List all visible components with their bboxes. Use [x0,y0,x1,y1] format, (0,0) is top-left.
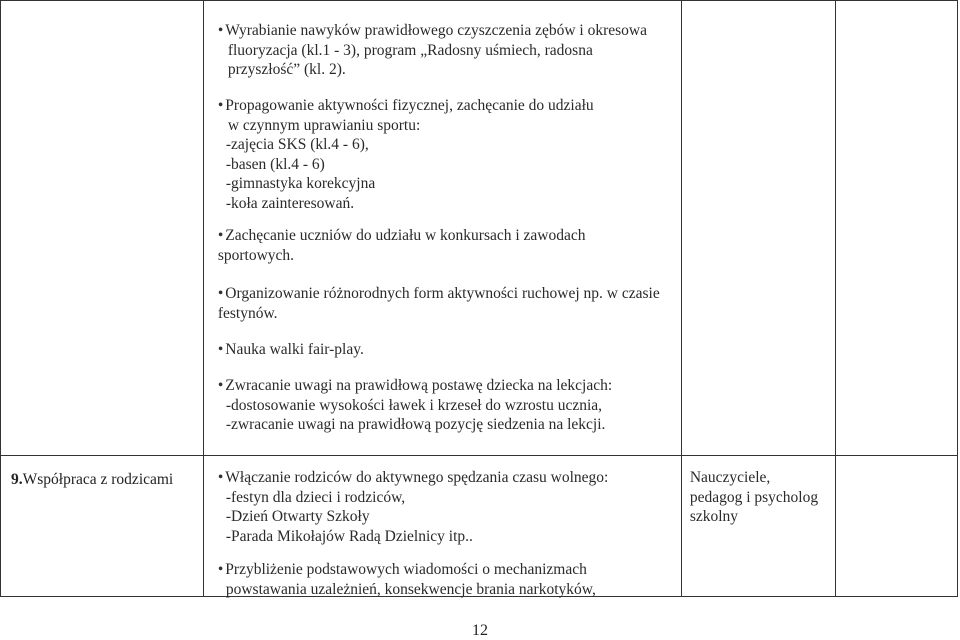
bullet-icon: • [217,97,224,114]
task-item [218,226,678,265]
task-item [218,468,678,546]
task-item [218,376,678,435]
bullet-icon: • [217,227,224,244]
bullet-icon: • [217,469,224,486]
task-text: Wyrabianie nawyków prawidłowego czyszczenia zębów i okresowa [225,22,647,39]
responsible-line: Nauczyciele, [689,469,771,486]
task-text: powstawania uzależnień, konsekwencje brania narkotyków, [225,580,596,598]
task-text: festynów. [217,304,278,322]
task-text: Propagowanie aktywności fizycznej, zachęcanie do udziału [225,97,594,114]
task-text: sportowych. [217,246,295,264]
task-text: Nauka walki fair-play. [225,341,364,358]
task-item [218,96,678,213]
table-row [1,1,958,456]
task-item [218,284,678,323]
section-cell [1,456,204,597]
task-text: -zajęcia SKS (kl.4 - 6), [225,136,369,153]
task-item [218,560,678,599]
task-text: -Dzień Otwarty Szkoły [225,508,370,525]
task-text: Włączanie rodziców do aktywnego spędzania czasu wolnego: [225,469,609,486]
task-text: -Parada Mikołajów Radą Dzielnicy itp.. [225,527,473,545]
notes-cell [836,456,958,597]
task-text: Zachęcanie uczniów do udziału w konkursach i zawodach [225,227,586,244]
responsible-cell [681,1,836,456]
page-number: 12 [472,622,488,639]
task-text: -gimnastyka korekcyjna [225,175,376,192]
task-text: -koła zainteresowań. [225,194,355,212]
section-title [11,470,173,490]
responsible-line: szkolny [689,508,739,525]
responsible-cell [681,456,836,597]
task-text: -basen (kl.4 - 6) [225,155,325,173]
tasks-cell [203,1,681,456]
responsible-persons [690,468,818,527]
task-text: -dostosowanie wysokości ławek i krzeseł do wzrostu ucznia, [225,396,603,414]
task-text: Organizowanie różnorodnych form aktywności ruchowej np. w czasie [225,285,660,302]
task-text: Zwracanie uwagi na prawidłową postawę dziecka na lekcjach: [225,377,613,394]
task-text: w czynnym uprawianiu sportu: [227,116,421,134]
tasks-cell [203,456,681,597]
task-text: -zwracanie uwagi na prawidłową pozycję siedzenia na lekcji. [225,416,606,433]
table-row [1,456,958,597]
task-item [218,21,678,80]
section-number: 9. [11,471,23,488]
task-text: Przybliżenie podstawowych wiadomości o mechanizmach [225,561,587,578]
task-text: -festyn dla dzieci i rodziców, [225,488,406,506]
bullet-icon: • [217,341,224,358]
section-title-text: Współpraca z rodzicami [22,471,174,488]
bullet-icon: • [217,377,224,394]
task-text: przyszłość” (kl. 2). [227,61,346,78]
bullet-icon: • [217,22,224,39]
section-cell [1,1,204,456]
task-text: fluoryzacja (kl.1 - 3), program „Radosny uśmiech, radosna [227,41,593,59]
notes-cell [836,1,958,456]
bullet-icon: • [217,285,224,302]
task-item [218,340,678,360]
bullet-icon: • [217,561,224,578]
responsible-line: pedagog i psycholog [689,488,819,506]
